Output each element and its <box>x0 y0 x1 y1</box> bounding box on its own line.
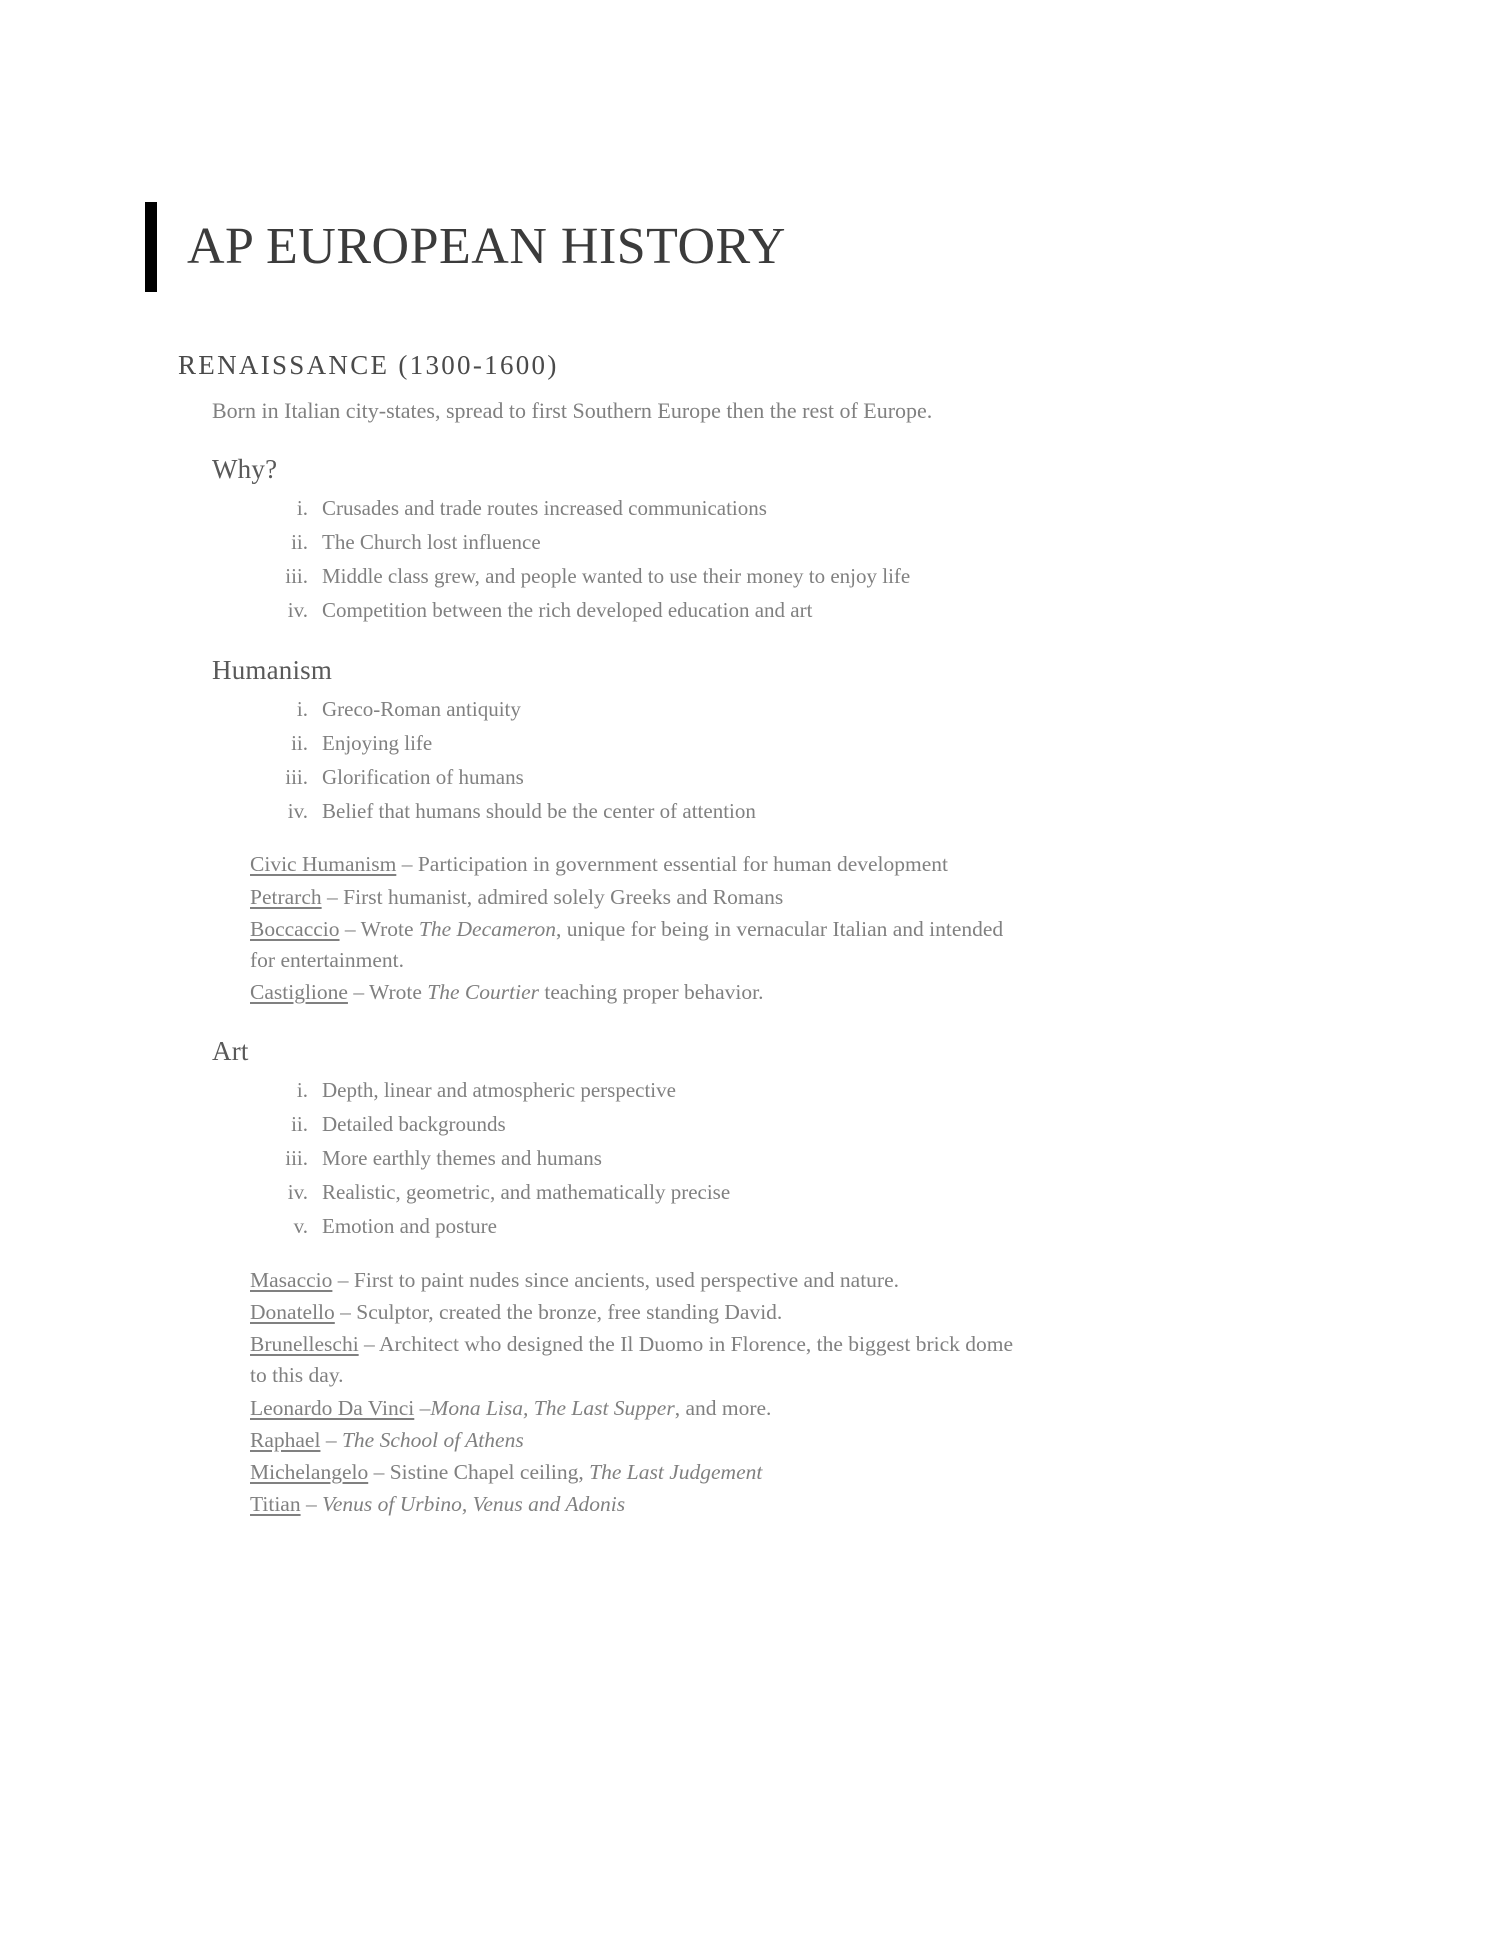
definition-line <box>250 914 1018 976</box>
title-accent-bar <box>145 202 157 292</box>
definition-text: – Sculptor, created the bronze, free standing David. <box>334 1300 783 1325</box>
definition-line <box>250 977 1018 1008</box>
list-item <box>178 1211 1018 1243</box>
definition-term: Masaccio <box>250 1267 333 1292</box>
list-item-label: Detailed backgrounds <box>322 1112 506 1137</box>
work-title: The Decameron <box>418 916 557 941</box>
definition-text: – Sistine Chapel ceiling, <box>368 1459 590 1484</box>
definition-term: Civic Humanism <box>250 852 397 877</box>
definition-line <box>250 1265 1018 1296</box>
list-item-marker: ii. <box>291 730 308 755</box>
list-item-marker: i. <box>296 696 308 721</box>
definition-term: Michelangelo <box>250 1459 369 1484</box>
definition-term: Brunelleschi <box>250 1332 359 1357</box>
definition-term: Boccaccio <box>250 916 340 941</box>
list-item-label: Depth, linear and atmospheric perspective <box>322 1078 676 1103</box>
definition-text: – Wrote <box>339 916 419 941</box>
list-item <box>178 1143 1018 1175</box>
list-item-label: Greco-Roman antiquity <box>322 696 521 721</box>
definition-line <box>250 1457 1018 1488</box>
work-title: The Courtier <box>427 980 539 1005</box>
definition-line <box>250 1425 1018 1456</box>
definition-text: – <box>320 1427 342 1452</box>
sub-heading-humanism: Humanism <box>212 654 333 685</box>
list-item-label: Glorification of humans <box>322 764 524 789</box>
definition-term: Titian <box>250 1492 301 1517</box>
work-title: Venus of Urbino, Venus and Adonis <box>322 1492 626 1517</box>
art-definitions <box>250 1265 1018 1520</box>
definition-text-tail: , unique for being in vernacular Italian and intended for entertainment. <box>250 916 1004 972</box>
definition-term: Donatello <box>250 1300 335 1325</box>
why-list <box>178 493 1018 627</box>
definition-line <box>250 1489 1018 1520</box>
list-item-marker: i. <box>296 1078 308 1103</box>
definition-text-tail: teaching proper behavior. <box>539 980 764 1005</box>
definition-text: – Wrote <box>347 980 428 1005</box>
list-item-label: Competition between the rich developed education and art <box>322 597 813 622</box>
definition-text: – <box>300 1492 323 1517</box>
document-body <box>178 350 1018 1521</box>
list-item-marker: iv. <box>287 597 308 622</box>
page-title: AP EUROPEAN HISTORY <box>187 218 786 275</box>
list-item-label: Middle class grew, and people wanted to use their money to enjoy life <box>322 564 911 589</box>
sub-heading-why: Why? <box>212 454 278 485</box>
list-item-label: Enjoying life <box>322 730 433 755</box>
definition-text: – Participation in government essential for human development <box>396 852 949 877</box>
list-item-label: Realistic, geometric, and mathematically precise <box>322 1180 731 1205</box>
definition-line <box>250 882 1018 913</box>
list-item <box>178 1109 1018 1141</box>
list-item-marker: iii. <box>285 564 308 589</box>
list-item-marker: iv. <box>287 798 308 823</box>
list-item <box>178 694 1018 726</box>
sub-heading-art: Art <box>212 1036 249 1067</box>
list-item <box>178 728 1018 760</box>
humanism-list <box>178 694 1018 828</box>
list-item-label: More earthly themes and humans <box>322 1146 602 1171</box>
list-item <box>178 1075 1018 1107</box>
list-item <box>178 493 1018 525</box>
definition-line <box>250 1329 1018 1391</box>
definition-text: – First humanist, admired solely Greeks and Romans <box>321 884 784 909</box>
definition-line <box>250 1393 1018 1424</box>
definition-term: Raphael <box>250 1427 321 1452</box>
work-title: Mona Lisa, The Last Supper <box>430 1395 675 1420</box>
definition-term: Petrarch <box>250 884 322 909</box>
list-item <box>178 762 1018 794</box>
definition-term: Leonardo Da Vinci <box>250 1395 415 1420</box>
list-item <box>178 561 1018 593</box>
list-item-marker: i. <box>296 496 308 521</box>
document-title-block <box>145 202 786 292</box>
definition-text: – <box>414 1395 431 1420</box>
section-heading-renaissance: RENAISSANCE (1300-1600) <box>178 350 559 380</box>
list-item-label: Crusades and trade routes increased communications <box>322 496 767 521</box>
definition-term: Castiglione <box>250 980 348 1005</box>
list-item-marker: v. <box>293 1213 308 1238</box>
art-list <box>178 1075 1018 1243</box>
list-item-marker: ii. <box>291 1112 308 1137</box>
humanism-definitions <box>250 849 1018 1008</box>
definition-line <box>250 1297 1018 1328</box>
list-item <box>178 527 1018 559</box>
list-item-label: The Church lost influence <box>322 530 541 555</box>
work-title: The Last Judgement <box>589 1459 763 1484</box>
definition-line <box>250 849 1018 880</box>
list-item-label: Belief that humans should be the center of attention <box>322 798 756 823</box>
definition-text-tail: , and more. <box>674 1395 772 1420</box>
section-intro-text: Born in Italian city-states, spread to first Southern Europe then the rest of Europe. <box>212 398 933 423</box>
definition-text: – Architect who designed the Il Duomo in Florence, the biggest brick dome to this day. <box>250 1332 1014 1388</box>
list-item <box>178 1177 1018 1209</box>
list-item-marker: ii. <box>291 530 308 555</box>
list-item-marker: iii. <box>285 764 308 789</box>
list-item <box>178 796 1018 828</box>
work-title: The School of Athens <box>341 1427 524 1452</box>
list-item <box>178 595 1018 627</box>
list-item-marker: iv. <box>287 1180 308 1205</box>
definition-text: – First to paint nudes since ancients, used perspective and nature. <box>332 1267 900 1292</box>
list-item-label: Emotion and posture <box>322 1213 497 1238</box>
list-item-marker: iii. <box>285 1146 308 1171</box>
